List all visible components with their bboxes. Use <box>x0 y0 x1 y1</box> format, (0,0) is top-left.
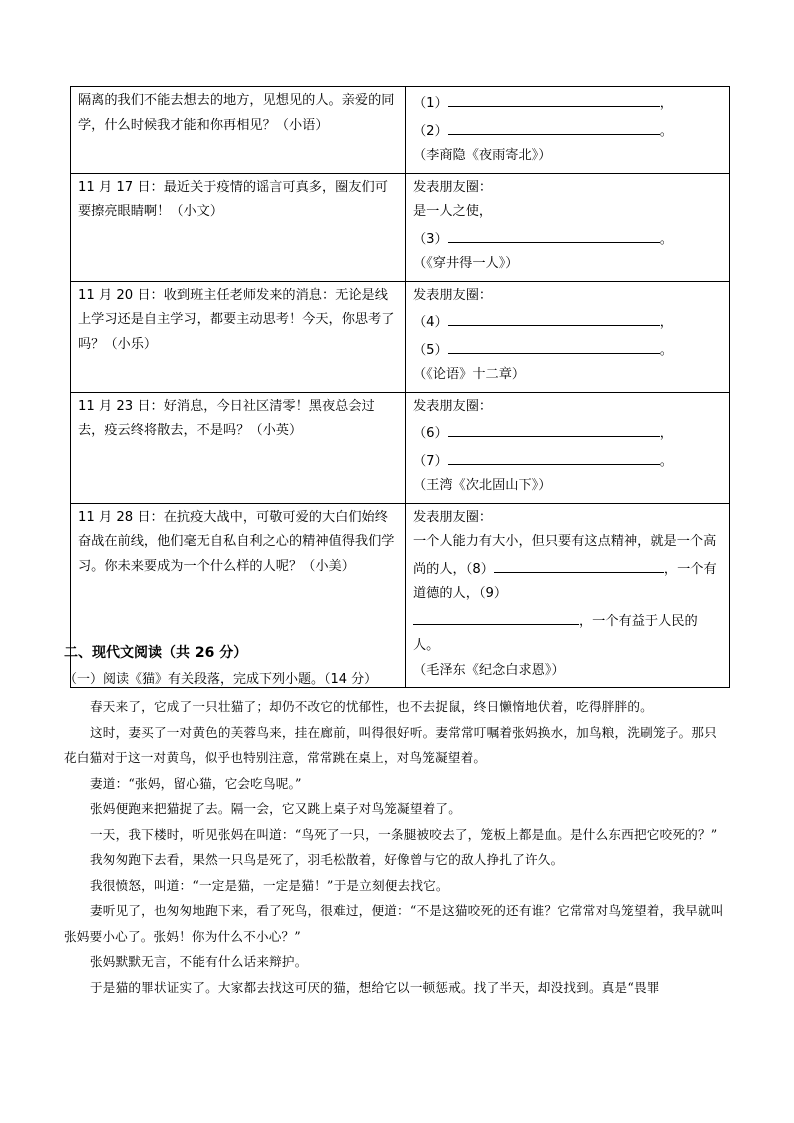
answer-cell: 发表朋友圈： 一个人能力有大小，但只要有这点精神，就是一个高尚的人，（8） ，一个有道德的人，（9） ，一个有益于人民的人。 （毛泽东《纪念白求恩》） <box>406 503 730 688</box>
passage-paragraph: 我很愤怒，叫道：“一定是猫，一定是猫！”于是立刻便去找它。 <box>90 877 449 893</box>
blank-1[interactable] <box>448 89 660 107</box>
source-citation: （毛泽东《纪念白求恩》） <box>413 662 565 678</box>
message-cell: 11 月 23 日：好消息，今日社区清零！黑夜总会过去，疫云终将散去，不是吗？（小英） <box>71 392 406 503</box>
source-citation: （《穿井得一人》） <box>413 256 519 271</box>
message-cell: 隔离的我们不能去想去的地方，见想见的人。亲爱的同学，什么时候我才能和你再相见？（小语） <box>71 87 406 174</box>
answer-cell: 发表朋友圈： 是一人之使， （3） 。 （《穿井得一人》） <box>406 173 730 281</box>
table-row <box>71 173 730 281</box>
blank-6[interactable] <box>448 419 660 437</box>
source-citation: （李商隐《夜雨寄北》） <box>413 148 552 163</box>
blank-4[interactable] <box>448 308 660 326</box>
answer-cell: 发表朋友圈： （6） ， （7） 。 （王湾《次北固山下》） <box>406 392 730 503</box>
message-cell: 11 月 20 日：收到班主任老师发来的消息：无论是线上学习还是自主学习，都要主动思考！今天，你思考了吗？（小乐） <box>71 281 406 392</box>
passage-paragraph: 这时，妻买了一对黄色的芙蓉鸟来，挂在廊前，叫得很好听。妻常常叮嘱着张妈换水，加鸟粮，洗刷笼子。那只花白猫对于这一对黄鸟，似乎也特别注意，常常跳在桌上，对鸟笼凝望着。 <box>64 724 717 765</box>
answer-cell: 发表朋友圈： （4） ， （5） 。 （《论语》十二章） <box>406 281 730 392</box>
poetry-fill-table <box>70 86 730 688</box>
blank-2[interactable] <box>448 117 660 135</box>
message-cell: 11 月 17 日：最近关于疫情的谣言可真多，圈友们可要擦亮眼睛啊！（小文） <box>71 173 406 281</box>
passage-paragraph: 妻道：“张妈，留心猫，它会吃鸟呢。” <box>90 775 302 791</box>
passage-paragraph: 于是猫的罪状证实了。大家都去找这可厌的猫，想给它以一顿惩戒。找了半天，却没找到。真是“畏罪 <box>90 979 660 995</box>
passage-paragraph: 春天来了，它成了一只壮猫了；却仍不改它的忧郁性，也不去捉鼠，终日懒惰地伏着，吃得胖胖的。 <box>90 699 653 714</box>
blank-3[interactable] <box>448 225 660 243</box>
table-row <box>71 87 730 174</box>
question-subheading: （一）阅读《猫》有关段落，完成下列小题。（14 分） <box>64 672 378 687</box>
blank-8[interactable] <box>494 555 664 573</box>
answer-cell: （1） ， （2） 。 （李商隐《夜雨寄北》） <box>406 87 730 174</box>
table-row <box>71 281 730 392</box>
passage-paragraph: 妻听见了，也匆匆地跑下来，看了死鸟，很难过，便道：“不是这猫咬死的还有谁？它常常对鸟笼望着，我早就叫张妈要小心了。张妈！你为什么不小心？” <box>64 903 724 944</box>
passage-paragraph: 我匆匆跑下去看，果然一只鸟是死了，羽毛松散着，好像曾与它的敌人挣扎了许久。 <box>90 852 564 867</box>
source-citation: （《论语》十二章） <box>413 367 526 382</box>
reading-passage <box>64 694 724 1000</box>
passage-paragraph: 张妈便跑来把猫捉了去。隔一会，它又跳上桌子对鸟笼凝望着了。 <box>90 801 462 816</box>
passage-paragraph: 一天，我下楼时，听见张妈在叫道：“鸟死了一只，一条腿被咬去了，笼板上都是血。是什么东西把它咬死的？” <box>90 826 718 842</box>
section-heading: 二、现代文阅读（共 26 分） <box>64 645 248 661</box>
blank-7[interactable] <box>448 447 660 465</box>
source-citation: （王湾《次北固山下》） <box>413 478 552 493</box>
passage-paragraph: 张妈默默无言，不能有什么话来辩护。 <box>90 954 308 969</box>
blank-5[interactable] <box>448 336 660 354</box>
table-row <box>71 392 730 503</box>
blank-9[interactable] <box>413 607 579 625</box>
message-cell: 11 月 28 日：在抗疫大战中，可敬可爱的大白们始终奋战在前线，他们毫无自私自利之心的精神值得我们学习。你未来要成为一个什么样的人呢？（小美） <box>71 503 406 688</box>
